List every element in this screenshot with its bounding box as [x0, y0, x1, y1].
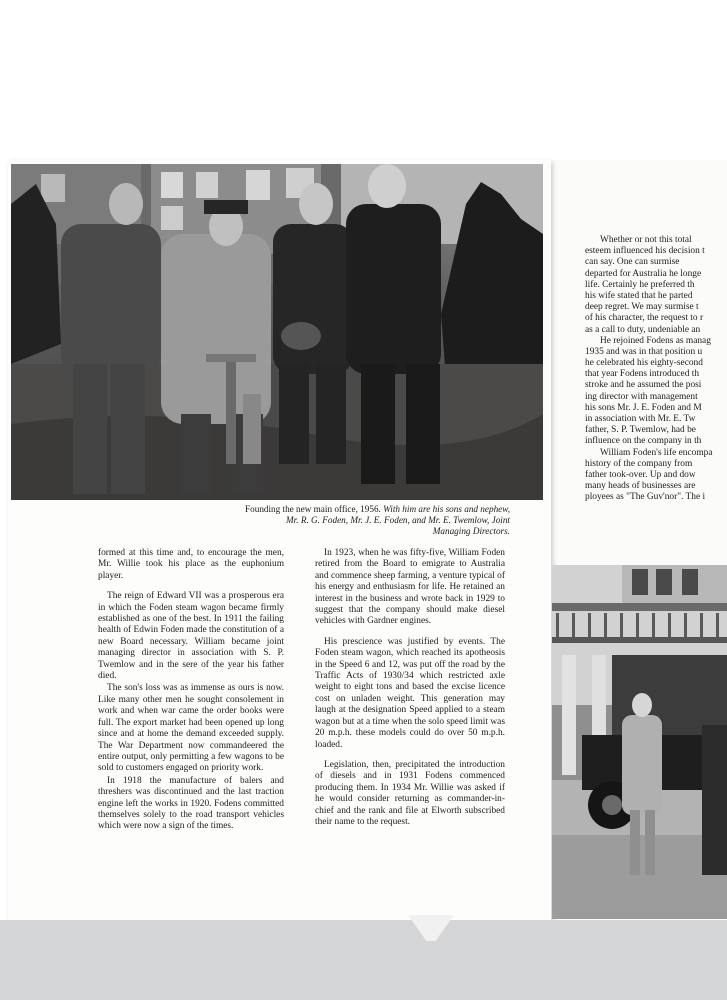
- paragraph: In 1923, when he was fifty-five, William Foden retired from the Board to emigrate to Australia and commence sheep farming, a venture typical of his energy and enthusiasm for life. He retained an interest in the business and wrote back in 1929 to suggest that the company should make diesel vehicles with Gardner engines.: [315, 548, 505, 627]
- groundbreaking-photo: [11, 164, 543, 500]
- text-line: can say. One can surmise: [585, 257, 680, 268]
- text-line: he celebrated his eighty-second: [585, 358, 703, 369]
- text-column-middle: [315, 548, 505, 828]
- text-line: his wife stated that he parted: [585, 290, 693, 301]
- text-line: history of the company from: [585, 458, 693, 469]
- paragraph: His prescience was justified by events. The Foden steam wagon, which reached its apotheosis in the Speed 6 and 12, was put off the road by the Traffic Acts of 1930/34 which restricted axle weight to eight tons and based the excise licence cost on unladen weight. This generation may laugh at the designation Speed applied to a steam wagon but at a time when the solo speed limit was 20 m.p.h. these models could do over 50 m.p.h. loaded.: [315, 636, 505, 750]
- text-line: deep regret. We may surmise t: [585, 302, 699, 313]
- bottom-background: [0, 920, 727, 1000]
- paragraph: In 1918 the manufacture of balers and threshers was discontinued and the last traction engine left the works in 1920. Fodens committed themselves solely to the road transport vehicles which were now a sign of the times.: [98, 775, 284, 832]
- text-line: in association with Mr. E. Tw: [585, 414, 696, 424]
- text-line: 1935 and was in that position u: [585, 346, 703, 357]
- text-column-left: [98, 548, 284, 833]
- caption-line-2: Mr. R. G. Foden, Mr. J. E. Foden, and Mr. E. Twemlow, Joint: [286, 514, 510, 525]
- text-line: departed for Australia he longe: [585, 268, 702, 279]
- text-line: stroke and he assumed the posi: [585, 380, 702, 391]
- text-line: William Foden's life encompa: [600, 447, 713, 458]
- text-line: esteem influenced his decision t: [585, 246, 705, 257]
- text-line: Whether or not this total: [600, 235, 692, 245]
- text-line: He rejoined Fodens as manag: [600, 335, 711, 346]
- text-line: influence on the company in th: [585, 436, 702, 447]
- caption-lead: Founding the new main office, 1956.: [245, 504, 381, 514]
- paragraph: The son's loss was as immense as ours is now. Like many other men he sought consolement in work and when war came the order books were full. The export market had been opened up long since and at home the demand exceeded supply. The War Department now commandeered the entire output, only permitting a few wagons to be sold to customers engaged on priority work.: [98, 683, 284, 774]
- paragraph: Legislation, then, precipitated the introduction of diesels and in 1931 Fodens commenced producing them. In 1934 Mr. Willie was asked if he would consider returning as commander-in-chief and the rank and file at Elworth subscribed their name to the request.: [315, 759, 505, 827]
- text-line: ing director with management: [585, 391, 698, 402]
- text-line: many heads of businesses are: [585, 481, 696, 492]
- text-line: of his character, the request to r: [585, 313, 704, 324]
- paragraph: The reign of Edward VII was a prosperous era in which the Foden steam wagon became firmly established as one of the best. In 1911 the failing health of Edwin Foden made the constitution of a new Board necessary. William became joint managing director in association with S. P. Twemlow and in the sere of the year his father died.: [98, 591, 284, 682]
- text-line: father, S. P. Twemlow, had be: [585, 425, 696, 436]
- paragraph: formed at this time and, to encourage the men, Mr. Willie took his place as the euphonium player.: [98, 548, 284, 581]
- caption-line-3: Managing Directors.: [432, 525, 510, 536]
- photo-caption: [210, 504, 510, 536]
- text-line: father took-over. Up and dow: [585, 469, 696, 480]
- text-line: as a call to duty, undeniable an: [585, 324, 701, 335]
- text-line: life. Certainly he preferred th: [585, 279, 695, 290]
- caption-line-1: With him are his sons and nephew,: [383, 504, 510, 514]
- text-line: that year Fodens introduced th: [585, 369, 700, 380]
- building-photo: [552, 565, 727, 919]
- text-column-right-cropped: [585, 235, 727, 555]
- text-line: his sons Mr. J. E. Foden and M: [585, 402, 702, 413]
- text-line: ployees as "The Guv'nor". The i: [585, 492, 706, 503]
